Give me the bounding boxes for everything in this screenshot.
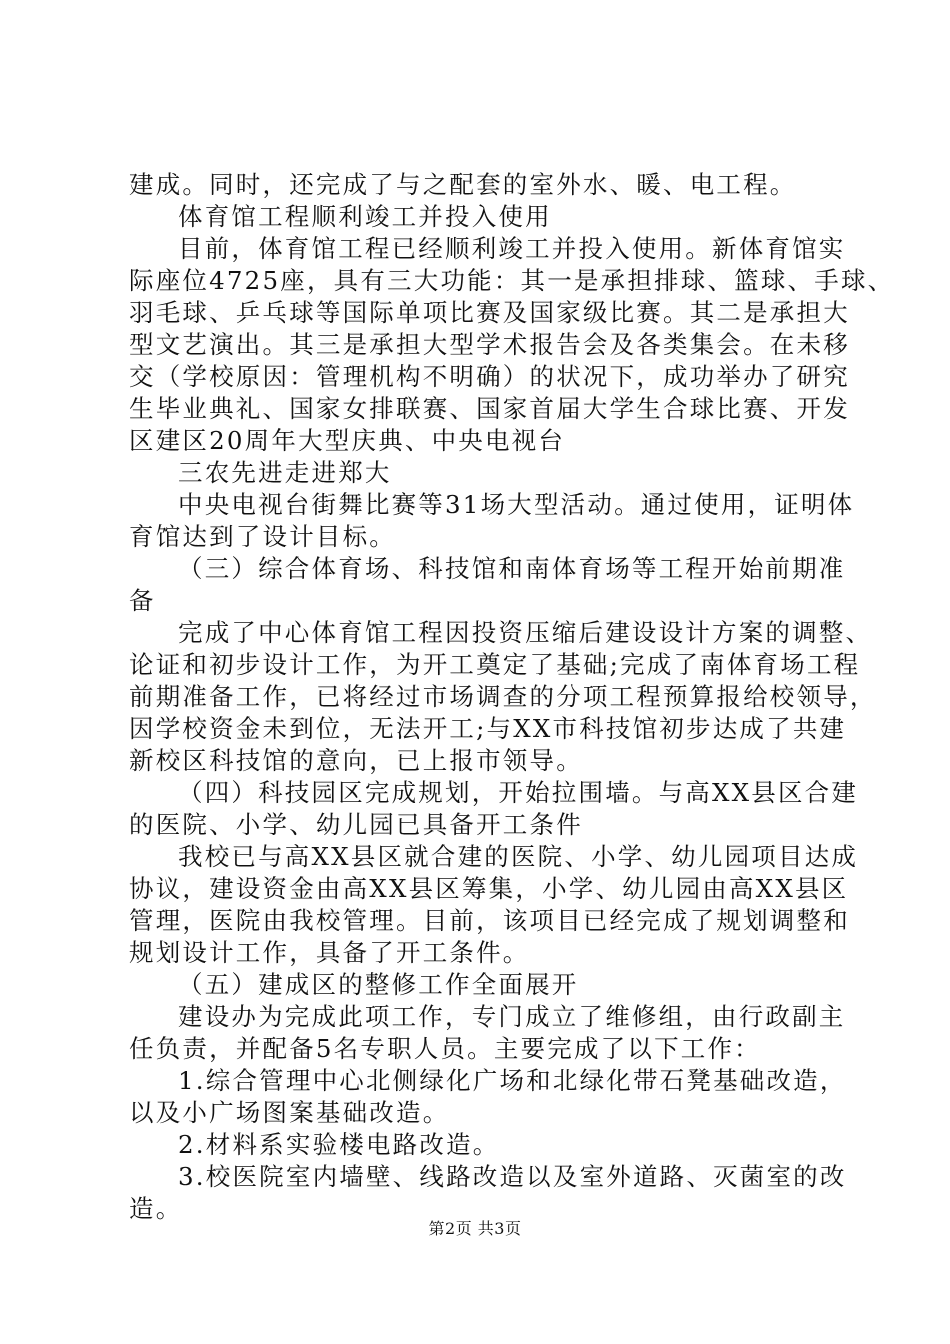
section-heading: 三农先进走进郑大 [178, 458, 392, 487]
text-line: 目前，体育馆工程已经顺利竣工并投入使用。新体育馆实 [178, 234, 846, 263]
text-line: 任负责，并配备5名专职人员。主要完成了以下工作： [129, 1034, 761, 1063]
text-line: 育馆达到了设计目标。 [129, 522, 396, 551]
text-line: 我校已与高XX县区就合建的医院、小学、幼儿园项目达成 [178, 842, 859, 871]
text-line: 因学校资金未到位，无法开工;与XX市科技馆初步达成了共建 [129, 714, 847, 743]
text-line: 管理，医院由我校管理。目前，该项目已经完成了规划调整和 [129, 906, 850, 935]
section-heading: （四）科技园区完成规划，开始拉围墙。与高XX县区合建 [178, 778, 859, 807]
section-heading: 备 [129, 586, 156, 615]
text-line: 协议，建设资金由高XX县区筹集，小学、幼儿园由高XX县区 [129, 874, 849, 903]
text-line: 羽毛球、乒乓球等国际单项比赛及国家级比赛。其二是承担大 [129, 298, 850, 327]
section-heading: 的医院、小学、幼儿园已具备开工条件 [129, 810, 583, 839]
section-heading: 体育馆工程顺利竣工并投入使用 [178, 202, 552, 231]
text-line: 交（学校原因：管理机构不明确）的状况下，成功举办了研究 [129, 362, 850, 391]
text-line: 建成。同时，还完成了与之配套的室外水、暖、电工程。 [129, 170, 797, 199]
text-line: 前期准备工作，已将经过市场调查的分项工程预算报给校领导， [129, 682, 877, 711]
page-number-footer: 第2页 共3页 [428, 1219, 522, 1238]
list-item: 3.校医院室内墙壁、线路改造以及室外道路、灭菌室的改 [178, 1162, 847, 1191]
text-line: 新校区科技馆的意向，已上报市领导。 [129, 746, 583, 775]
text-line: 生毕业典礼、国家女排联赛、国家首届大学生合球比赛、开发 [129, 394, 850, 423]
list-item: 以及小广场图案基础改造。 [129, 1098, 450, 1127]
text-line: 建设办为完成此项工作，专门成立了维修组，由行政副主 [178, 1002, 846, 1031]
section-heading: （三）综合体育场、科技馆和南体育场等工程开始前期准 [178, 554, 846, 583]
text-line: 中央电视台街舞比赛等31场大型活动。通过使用，证明体 [178, 490, 855, 519]
text-line: 完成了中心体育馆工程因投资压缩后建设设计方案的调整、 [178, 618, 873, 647]
text-line: 规划设计工作，具备了开工条件。 [129, 938, 530, 967]
list-item: 2.材料系实验楼电路改造。 [178, 1130, 500, 1159]
text-line: 论证和初步设计工作，为开工奠定了基础;完成了南体育场工程 [129, 650, 861, 679]
list-item: 1.综合管理中心北侧绿化广场和北绿化带石凳基础改造， [178, 1066, 847, 1095]
list-item: 造。 [129, 1194, 183, 1223]
text-line: 型文艺演出。其三是承担大型学术报告会及各类集会。在未移 [129, 330, 850, 359]
text-line: 际座位4725座，具有三大功能：其一是承担排球、篮球、手球、 [129, 266, 895, 295]
section-heading: （五）建成区的整修工作全面展开 [178, 970, 579, 999]
text-line: 区建区20周年大型庆典、中央电视台 [129, 426, 566, 455]
